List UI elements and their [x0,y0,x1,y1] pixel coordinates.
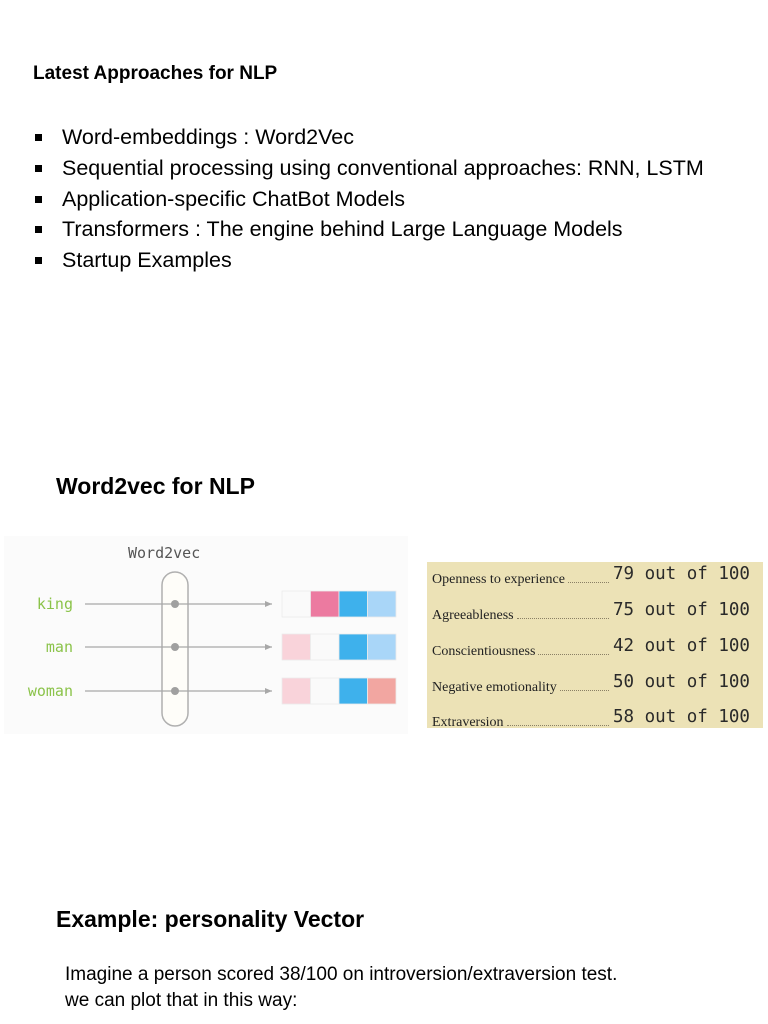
trait-row [427,562,763,598]
embedding-cell [368,634,397,660]
embedding-cell [311,591,340,617]
trait-name: Agreeableness [432,608,514,623]
trait-name: Openness to experience [432,572,565,587]
list-item-text: Transformers : The engine behind Large Language Models [62,217,623,242]
personality-traits-card [427,562,763,728]
embedding-cell [339,678,368,704]
trait-score: 75 out of 100 [613,600,750,620]
leader-dots [517,618,609,619]
trait-name: Extraversion [432,715,504,730]
embedding-cell [282,634,311,660]
example-paragraph: Imagine a person scored 38/100 on introversion/extraversion test. we can plot that in this way: [65,964,618,1011]
trait-row [427,705,763,741]
leader-dots [568,582,609,583]
trait-row [427,670,763,706]
embedding-cell [339,634,368,660]
trait-row [427,634,763,670]
trait-score: 42 out of 100 [613,636,750,656]
trait-name: Conscientiousness [432,644,536,659]
list-item-text: Startup Examples [62,248,232,273]
leader-dots [538,654,609,655]
embedding-cell [311,634,340,660]
word-label-king: king [36,595,73,613]
list-item-text: Word-embeddings : Word2Vec [62,125,354,149]
encoder-node [171,643,179,651]
leader-dots [560,690,609,691]
list-item-text: Application-specific ChatBot Models [62,186,405,211]
list-item-text: Sequential processing using conventional approaches: RNN, LSTM [62,155,704,180]
section-title-word2vec: Word2vec for NLP [56,473,255,499]
trait-row [427,598,763,634]
section-title-personality-vector: Example: personality Vector [56,906,365,932]
embedding-cell [282,678,311,704]
embedding-cell [311,678,340,704]
embedding-cell [368,678,397,704]
trait-score: 50 out of 100 [613,672,750,692]
leader-dots [507,725,609,726]
trait-name: Negative emotionality [432,680,557,695]
word-label-man: man [45,638,73,656]
diagram-title: Word2vec [128,544,201,562]
word-label-woman: woman [27,682,73,700]
encoder-node [171,687,179,695]
embedding-cell [339,591,368,617]
trait-score: 79 out of 100 [613,564,750,584]
embedding-cell [368,591,397,617]
embedding-cell [282,591,311,617]
encoder-node [171,600,179,608]
trait-score: 58 out of 100 [613,707,750,727]
section-title-nlp-approaches: Latest Approaches for NLP [33,63,278,84]
